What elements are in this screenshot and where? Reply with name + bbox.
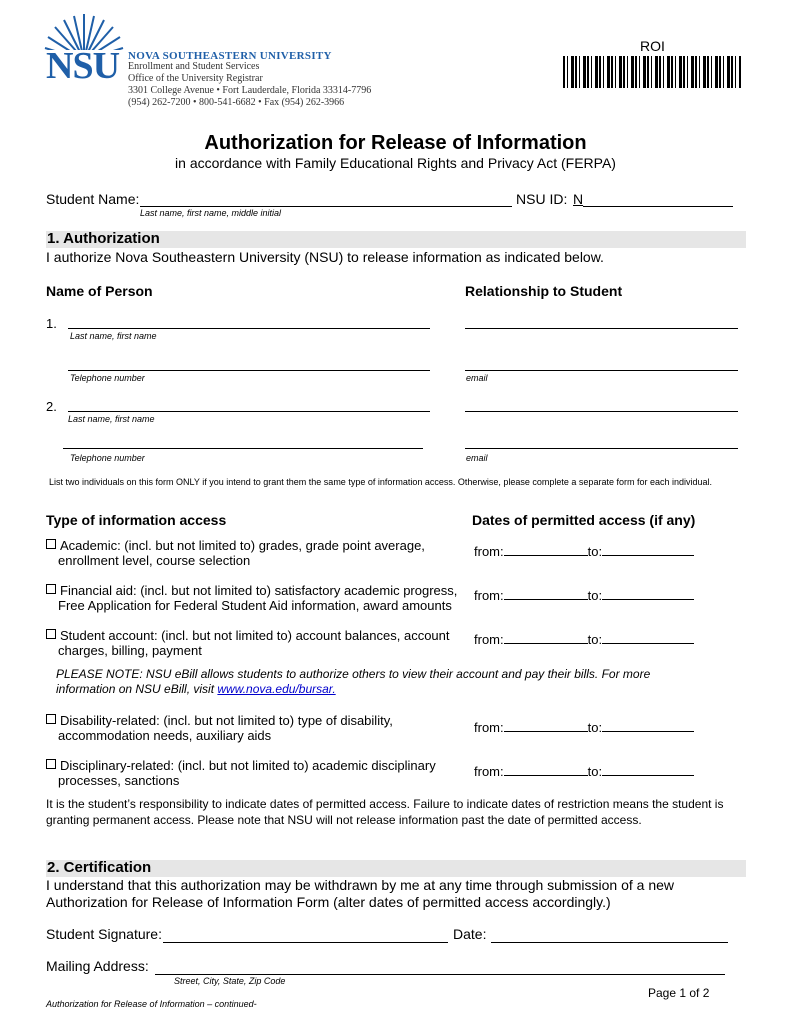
person2-name-field[interactable] xyxy=(68,411,430,412)
date-range-disciplinary xyxy=(474,764,694,779)
from-field[interactable] xyxy=(504,555,588,556)
address-line: Office of the University Registrar xyxy=(128,73,263,84)
to-label: to: xyxy=(587,588,603,603)
student-name-hint: Last name, first name, middle initial xyxy=(140,208,282,218)
access-item-line1: Disability-related: (incl. but not limited to) type of disability, xyxy=(60,713,393,728)
section1-note: List two individuals on this form ONLY if you intend to grant them the same type of information access. Otherwise, please complete a separate form for each individual. xyxy=(49,477,712,487)
person2-phone-field[interactable] xyxy=(63,448,423,449)
person2-relationship-field[interactable] xyxy=(465,411,738,412)
person-number: 1. xyxy=(46,316,57,331)
person1-phone-hint: Telephone number xyxy=(70,373,145,383)
nsu-id-prefix: N xyxy=(573,191,584,207)
date-range-financial-aid xyxy=(474,588,694,603)
form-code: ROI xyxy=(640,38,665,54)
logo-text: NSU xyxy=(46,45,120,87)
checkbox[interactable] xyxy=(46,714,56,724)
person1-name-field[interactable] xyxy=(68,328,430,329)
ebill-note-prefix: information on NSU eBill, visit xyxy=(56,682,218,696)
access-item-line1: Financial aid: (incl. but not limited to) satisfactory academic progress, xyxy=(60,583,458,598)
person2-phone-hint: Telephone number xyxy=(70,453,145,463)
nsu-logo xyxy=(44,12,126,87)
university-name: NOVA SOUTHEASTERN UNIVERSITY xyxy=(128,50,332,62)
section2-title: 2. Certification xyxy=(47,859,152,876)
section2-statement: I understand that this authorization may be withdrawn by me at any time through submission of a new Authorization for Release of Information Form (alter dates of permitted access accordingly.) xyxy=(46,877,675,910)
access-item-line1: Academic: (incl. but not limited to) grades, grade point average, xyxy=(60,538,425,553)
barcode xyxy=(563,56,741,88)
from-field[interactable] xyxy=(504,643,588,644)
to-label: to: xyxy=(587,632,603,647)
date-range-disability xyxy=(474,720,694,735)
access-item-student-account[interactable] xyxy=(46,628,466,658)
nsu-id-label: NSU ID: xyxy=(516,191,568,207)
person2-email-field[interactable] xyxy=(465,448,738,449)
access-item-line2: charges, billing, payment xyxy=(58,643,202,658)
person1-email-hint: email xyxy=(466,373,488,383)
from-label: from: xyxy=(474,632,504,647)
student-name-field[interactable] xyxy=(140,206,512,207)
continued-note: Authorization for Release of Information – continued- xyxy=(46,999,257,1009)
access-item-line2: accommodation needs, auxiliary aids xyxy=(58,728,272,743)
checkbox[interactable] xyxy=(46,629,56,639)
page-number: Page 1 of 2 xyxy=(648,986,710,1000)
to-field[interactable] xyxy=(602,643,694,644)
from-label: from: xyxy=(474,544,504,559)
nsu-id-field[interactable] xyxy=(583,206,733,207)
signature-label: Student Signature: xyxy=(46,926,162,942)
access-item-disciplinary[interactable] xyxy=(46,758,466,788)
access-item-financial-aid[interactable] xyxy=(46,583,466,613)
ebill-note-line1: PLEASE NOTE: NSU eBill allows students to authorize others to view their account and pay their bills. For more xyxy=(56,667,651,681)
from-label: from: xyxy=(474,764,504,779)
address-line: 3301 College Avenue • Fort Lauderdale, Florida 33314-7796 xyxy=(128,85,372,96)
col-person-header: Name of Person xyxy=(46,283,153,299)
col-relationship-header: Relationship to Student xyxy=(465,283,623,299)
from-field[interactable] xyxy=(504,599,588,600)
to-label: to: xyxy=(587,544,603,559)
section1-title: 1. Authorization xyxy=(47,230,160,247)
page-subtitle: in accordance with Family Educational Rights and Privacy Act (FERPA) xyxy=(175,155,616,171)
access-item-line2: processes, sanctions xyxy=(58,773,180,788)
responsibility-note: It is the student’s responsibility to indicate dates of permitted access. Failure to indicate dates of restriction means the student is granting permanent access. Please note that NSU will not release information past the date of permitted access. xyxy=(46,797,724,827)
access-item-line1: Disciplinary-related: (incl. but not limited to) academic disciplinary xyxy=(60,758,436,773)
access-item-disability[interactable] xyxy=(46,713,466,743)
mailing-label: Mailing Address: xyxy=(46,958,149,974)
address-block xyxy=(128,61,371,109)
to-field[interactable] xyxy=(602,775,694,776)
ebill-note xyxy=(56,667,736,697)
access-item-academic[interactable] xyxy=(46,538,466,568)
to-field[interactable] xyxy=(602,731,694,732)
ebill-note-line2 xyxy=(56,682,736,697)
signature-field[interactable] xyxy=(163,942,448,943)
date-range-student-account xyxy=(474,632,694,647)
page-title: Authorization for Release of Information xyxy=(204,132,587,154)
person2-email-hint: email xyxy=(466,453,488,463)
from-label: from: xyxy=(474,720,504,735)
person1-email-field[interactable] xyxy=(465,370,738,371)
date-range-academic xyxy=(474,544,694,559)
person1-name-hint: Last name, first name xyxy=(70,331,157,341)
access-type-header: Type of information access xyxy=(46,512,227,528)
access-item-line2: enrollment level, course selection xyxy=(58,553,251,568)
to-field[interactable] xyxy=(602,555,694,556)
section1-statement: I authorize Nova Southeastern University (NSU) to release information as indicated below. xyxy=(46,249,604,265)
address-line: (954) 262-7200 • 800-541-6682 • Fax (954) 262-3966 xyxy=(128,97,345,108)
student-name-label: Student Name: xyxy=(46,191,140,207)
to-label: to: xyxy=(587,720,603,735)
mailing-address-field[interactable] xyxy=(155,974,725,975)
address-line: Enrollment and Student Services xyxy=(128,61,260,72)
from-label: from: xyxy=(474,588,504,603)
date-field[interactable] xyxy=(491,942,728,943)
from-field[interactable] xyxy=(504,731,588,732)
mailing-hint: Street, City, State, Zip Code xyxy=(174,976,286,986)
access-dates-header: Dates of permitted access (if any) xyxy=(472,512,696,528)
checkbox[interactable] xyxy=(46,759,56,769)
person2-name-hint: Last name, first name xyxy=(68,414,155,424)
from-field[interactable] xyxy=(504,775,588,776)
to-label: to: xyxy=(587,764,603,779)
to-field[interactable] xyxy=(602,599,694,600)
person1-relationship-field[interactable] xyxy=(465,328,738,329)
date-label: Date: xyxy=(453,926,487,942)
access-item-line1: Student account: (incl. but not limited to) account balances, account xyxy=(60,628,450,643)
person-number: 2. xyxy=(46,399,57,414)
bursar-link[interactable]: www.nova.edu/bursar. xyxy=(217,682,336,696)
access-item-line2: Free Application for Federal Student Aid information, award amounts xyxy=(58,598,452,613)
checkbox[interactable] xyxy=(46,584,56,594)
person1-phone-field[interactable] xyxy=(68,370,430,371)
checkbox[interactable] xyxy=(46,539,56,549)
